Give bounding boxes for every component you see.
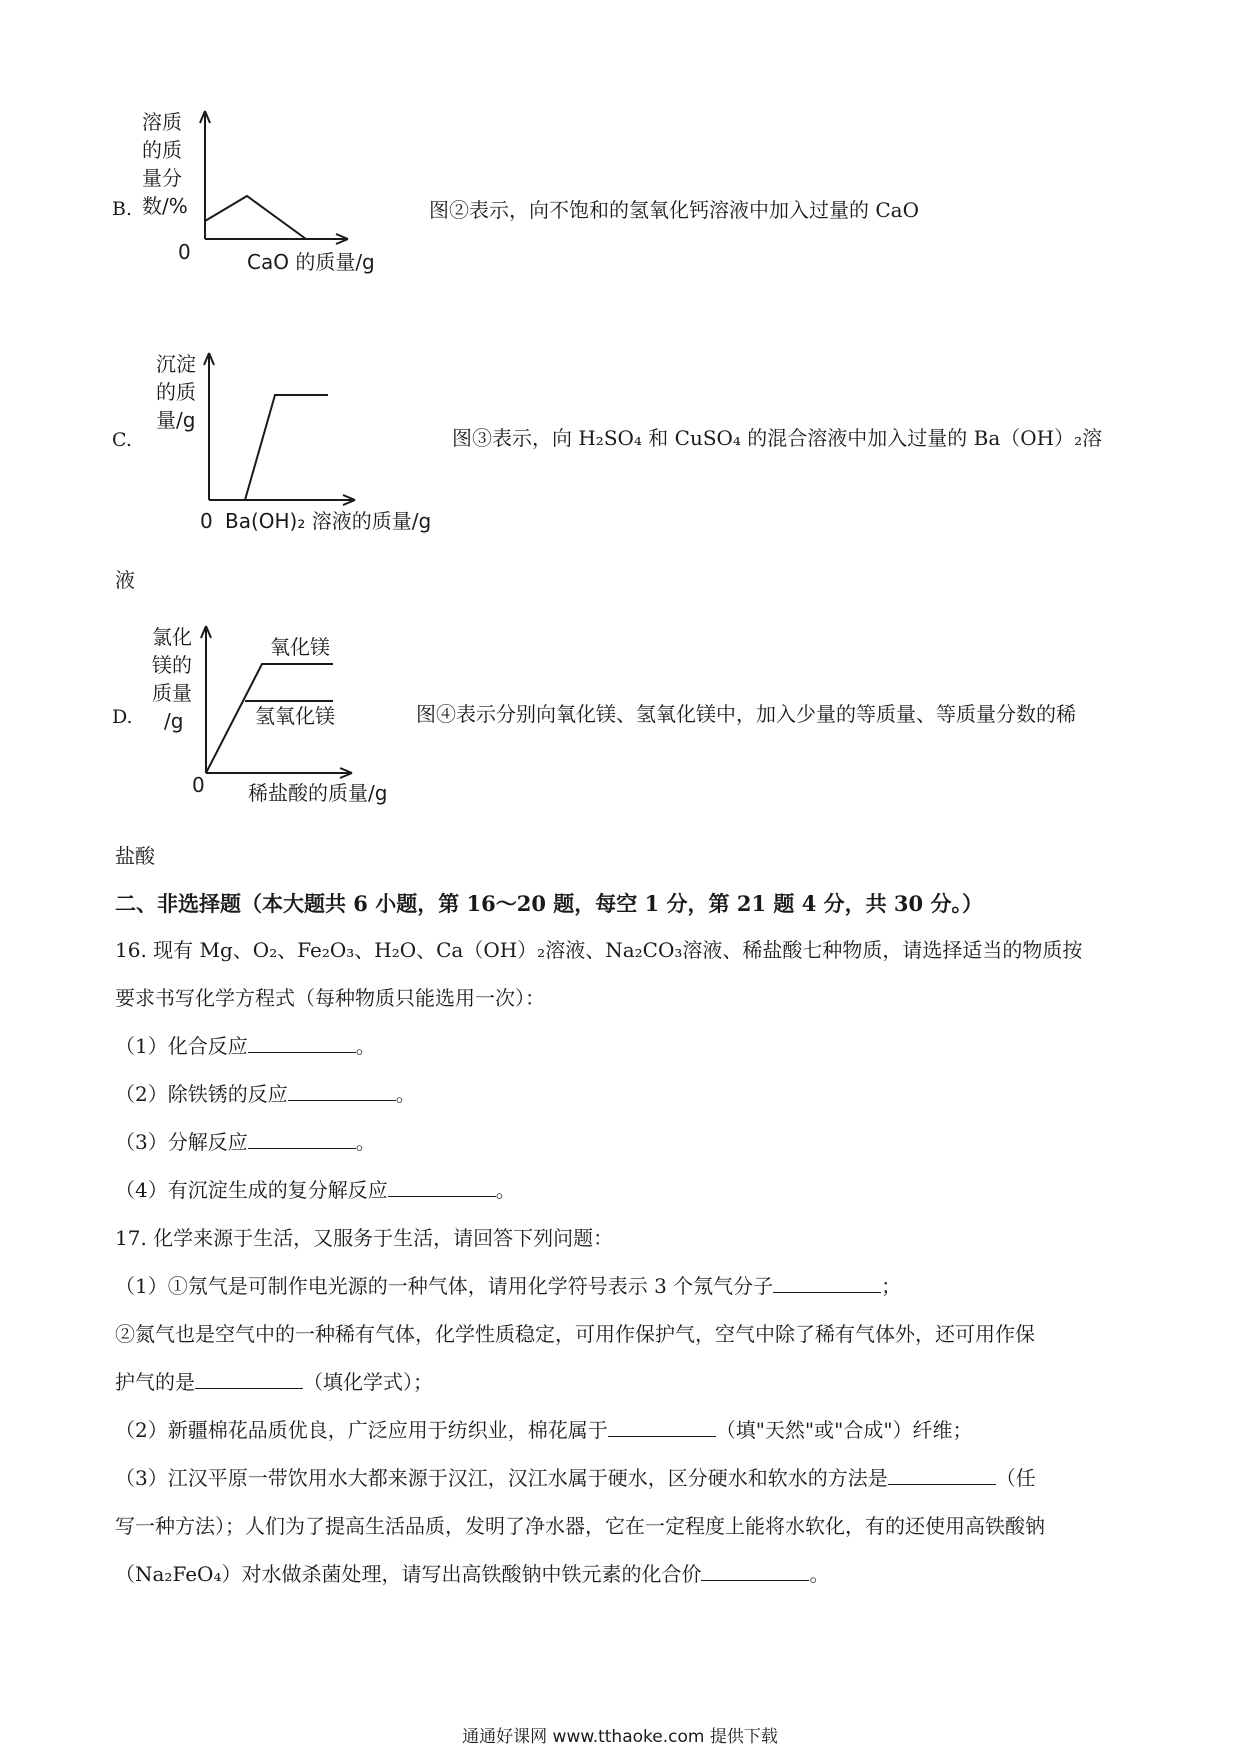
q17-part1-text: （1）①氖气是可制作电光源的一种气体，请用化学符号表示 3 个氖气分子 bbox=[115, 1274, 774, 1298]
option-d-origin: 0 bbox=[192, 773, 205, 797]
q16-item-text: （1）化合反应 bbox=[115, 1034, 248, 1058]
option-c-y-label-line: 沉淀 bbox=[156, 352, 196, 376]
option-c-y-label-line: 量/g bbox=[156, 408, 196, 432]
option-d-y-axis bbox=[201, 626, 211, 773]
q17-part1b-line1: ②氮气也是空气中的一种稀有气体，化学性质稳定，可用作保护气，空气中除了稀有气体外，还可用作保 bbox=[115, 1322, 1035, 1346]
q16-item-end: 。 bbox=[495, 1178, 516, 1202]
q17-part3-line1 bbox=[115, 1464, 1036, 1492]
q16-item bbox=[115, 1176, 516, 1204]
option-d-x-label: 稀盐酸的质量/g bbox=[248, 781, 388, 805]
section-title: 二、非选择题（本大题共 6 小题，第 16～20 题，每空 1 分，第 21 题 4 分，共 30 分。） bbox=[115, 891, 983, 916]
option-c-curve bbox=[245, 395, 328, 500]
answer-blank[interactable] bbox=[608, 1418, 716, 1437]
q17-part3-line3-end: 。 bbox=[809, 1562, 830, 1586]
q17-part1b-text: 护气的是 bbox=[115, 1370, 195, 1394]
option-b-y-label-line: 数/% bbox=[142, 194, 188, 218]
option-b-x-label: CaO 的质量/g bbox=[247, 250, 375, 274]
option-c-y-label-line: 的质 bbox=[156, 380, 196, 404]
option-d-graph bbox=[150, 620, 410, 810]
q17-part3-line3 bbox=[115, 1560, 829, 1588]
option-b-description: 图②表示，向不饱和的氢氧化钙溶液中加入过量的 CaO bbox=[429, 198, 919, 222]
option-c-letter: C. bbox=[112, 429, 132, 451]
option-c-graph bbox=[150, 347, 440, 537]
option-d-y-label-line: 质量 bbox=[152, 681, 192, 705]
option-c-origin: 0 bbox=[200, 509, 213, 533]
q17-part2-end: （填"天然"或"合成"）纤维； bbox=[715, 1418, 973, 1442]
answer-blank[interactable] bbox=[288, 1082, 396, 1101]
option-b-y-label-line: 的质 bbox=[142, 138, 182, 162]
option-d-description: 图④表示分别向氧化镁、氢氧化镁中，加入少量的等质量、等质量分数的稀 bbox=[416, 702, 1076, 726]
option-b-y-label bbox=[142, 110, 188, 218]
option-d-letter: D. bbox=[112, 706, 133, 728]
option-d-y-label-line: 镁的 bbox=[152, 653, 192, 677]
q16-item-end: 。 bbox=[355, 1130, 376, 1154]
option-b-curve bbox=[205, 196, 306, 239]
q16-item-end: 。 bbox=[355, 1034, 376, 1058]
option-c-x-label: Ba(OH)₂ 溶液的质量/g bbox=[225, 509, 432, 533]
q17-part1 bbox=[115, 1272, 901, 1300]
option-b-y-label-line: 溶质 bbox=[142, 110, 182, 134]
answer-blank[interactable] bbox=[388, 1178, 496, 1197]
q17-part2 bbox=[115, 1416, 973, 1444]
option-b-origin: 0 bbox=[178, 240, 191, 264]
q17-part1b-line2 bbox=[115, 1368, 433, 1396]
answer-blank[interactable] bbox=[888, 1466, 996, 1485]
q17-part3-line2: 写一种方法）；人们为了提高生活品质，发明了净水器，它在一定程度上能将水软化，有的还使用高铁酸钠 bbox=[115, 1514, 1045, 1538]
option-c-y-axis bbox=[204, 353, 214, 500]
q17-part2-text: （2）新疆棉花品质优良，广泛应用于纺织业，棉花属于 bbox=[115, 1418, 608, 1442]
option-d-y-label bbox=[152, 625, 192, 733]
q16-item-text: （4）有沉淀生成的复分解反应 bbox=[115, 1178, 388, 1202]
option-c-continuation: 液 bbox=[115, 568, 135, 592]
option-d-x-axis bbox=[206, 768, 352, 778]
q16-item-text: （2）除铁锈的反应 bbox=[115, 1082, 288, 1106]
q16-item bbox=[115, 1128, 376, 1156]
option-d-y-label-line: 氯化 bbox=[152, 625, 192, 649]
option-c-x-axis bbox=[209, 495, 355, 505]
option-b-x-axis bbox=[205, 234, 348, 244]
option-d-y-label-line: /g bbox=[164, 709, 184, 733]
answer-blank[interactable] bbox=[701, 1562, 809, 1581]
q16-item-text: （3）分解反应 bbox=[115, 1130, 248, 1154]
option-b-y-label-line: 量分 bbox=[142, 166, 182, 190]
answer-blank[interactable] bbox=[248, 1034, 356, 1053]
option-d-curve-label-hydroxide: 氢氧化镁 bbox=[255, 704, 335, 728]
answer-blank[interactable] bbox=[773, 1274, 881, 1293]
option-c-y-label bbox=[156, 352, 196, 432]
q16-item-end: 。 bbox=[395, 1082, 416, 1106]
answer-blank[interactable] bbox=[248, 1130, 356, 1149]
option-d-continuation: 盐酸 bbox=[115, 844, 155, 868]
option-b-graph bbox=[130, 105, 390, 285]
page-footer: 通通好课网 www.tthaoke.com 提供下载 bbox=[462, 1727, 778, 1747]
q16-stem-line2: 要求书写化学方程式（每种物质只能选用一次）： bbox=[115, 986, 545, 1010]
q17-stem: 17. 化学来源于生活，又服务于生活，请回答下列问题： bbox=[115, 1226, 614, 1250]
q17-part3-end: （任 bbox=[995, 1466, 1036, 1490]
option-d-curve-label-oxide: 氧化镁 bbox=[270, 635, 330, 659]
q16-stem-line1: 16. 现有 Mg、O₂、Fe₂O₃、H₂O、Ca（OH）₂溶液、Na₂CO₃溶液、稀盐酸七种物质，请选择适当的物质按 bbox=[115, 938, 1083, 962]
option-b-letter: B. bbox=[112, 198, 133, 220]
q16-item bbox=[115, 1032, 376, 1060]
option-c-description: 图③表示，向 H₂SO₄ 和 CuSO₄ 的混合溶液中加入过量的 Ba（OH）₂溶 bbox=[452, 426, 1103, 450]
q17-part1-end: ； bbox=[881, 1274, 902, 1298]
q16-item bbox=[115, 1080, 416, 1108]
q17-part3-text: （3）江汉平原一带饮用水大都来源于汉江，汉江水属于硬水，区分硬水和软水的方法是 bbox=[115, 1466, 888, 1490]
q17-part3-line3-text: （Na₂FeO₄）对水做杀菌处理，请写出高铁酸钠中铁元素的化合价 bbox=[115, 1562, 702, 1586]
answer-blank[interactable] bbox=[195, 1370, 303, 1389]
q17-part1b-end: （填化学式）； bbox=[303, 1370, 433, 1394]
